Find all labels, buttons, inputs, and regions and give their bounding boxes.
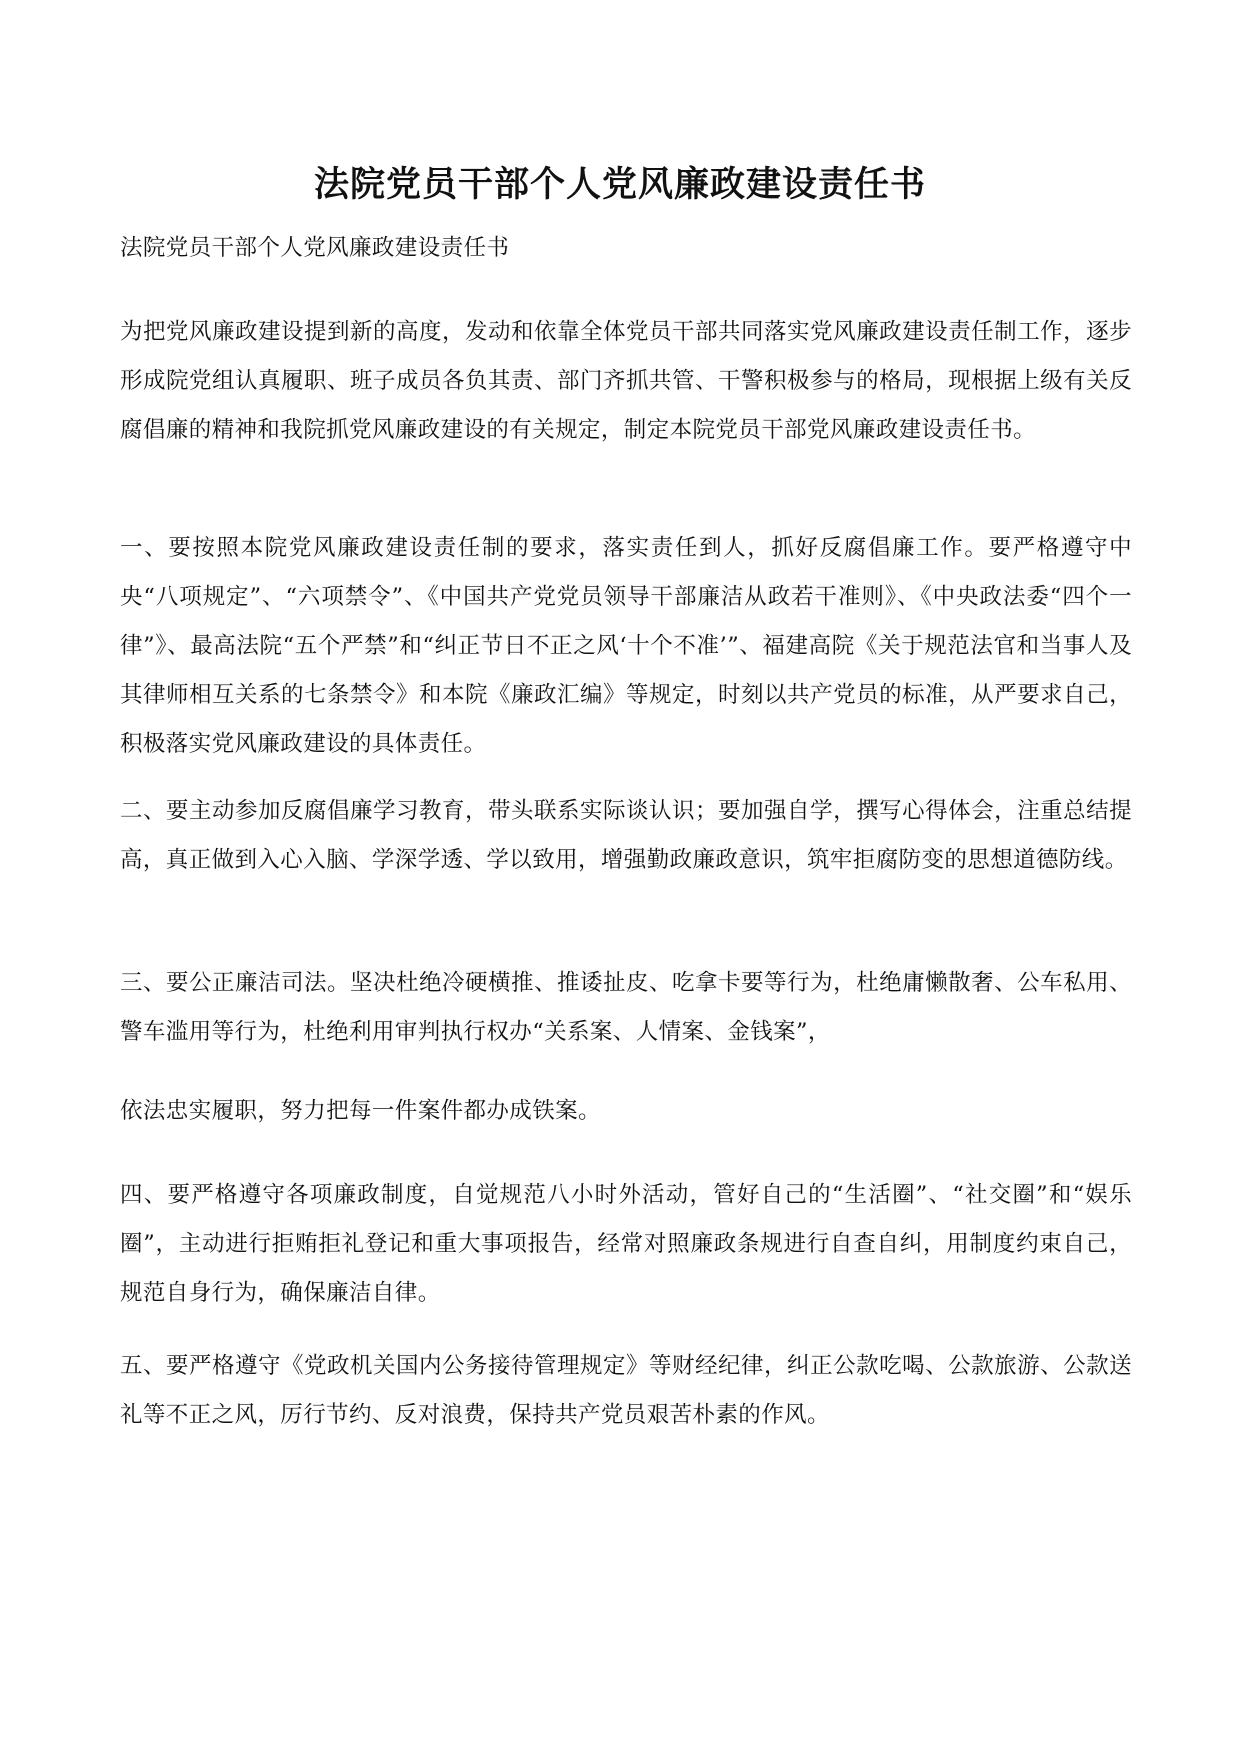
- paragraph-item-3-continued: 依法忠实履职，努力把每一件案件都办成铁案。: [120, 1098, 601, 1124]
- paragraph-intro: 为把党风廉政建设提到新的高度，发动和依靠全体党员干部共同落实党风廉政建设责任制工作，逐步形成院党组认真履职、班子成员各负其责、部门齐抓共管、干警积极参与的格局，现根据上级有关反腐倡廉的精神和我院抓党风廉政建设的有关规定，制定本院党员干部党风廉政建设责任书。: [120, 319, 1132, 443]
- paragraph-item-4: 四、要严格遵守各项廉政制度，自觉规范八小时外活动，管好自己的“生活圈”、“社交圈”和“娱乐圈”，主动进行拒贿拒礼登记和重大事项报告，经常对照廉政条规进行自查自纠，用制度约束自己，规范自身行为，确保廉洁自律。: [120, 1182, 1132, 1306]
- document-subtitle: 法院党员干部个人党风廉政建设责任书: [120, 235, 510, 261]
- paragraph-item-1: 一、要按照本院党风廉政建设责任制的要求，落实责任到人，抓好反腐倡廉工作。要严格遵守中央“八项规定”、“六项禁令”、《中国共产党党员领导干部廉洁从政若干准则》、《中央政法委“四个一律”》、最高法院“五个严禁”和“纠正节日不正之风‘十个不准’”、福建高院《关于规范法官和当事人及其律师相互关系的七条禁令》和本院《廉政汇编》等规定，时刻以共产党员的标准，从严要求自己，积极落实党风廉政建设的具体责任。: [120, 535, 1132, 757]
- document-title: 法院党员干部个人党风廉政建设责任书: [313, 164, 926, 205]
- paragraph-item-5: 五、要严格遵守《党政机关国内公务接待管理规定》等财经纪律，纠正公款吃喝、公款旅游、公款送礼等不正之风，厉行节约、反对浪费，保持共产党员艰苦朴素的作风。: [120, 1353, 1132, 1428]
- paragraph-item-2: 二、要主动参加反腐倡廉学习教育，带头联系实际谈认识；要加强自学，撰写心得体会，注重总结提高，真正做到入心入脑、学深学透、学以致用，增强勤政廉政意识，筑牢拒腐防变的思想道德防线。: [120, 798, 1132, 873]
- paragraph-item-3: 三、要公正廉洁司法。坚决杜绝冷硬横推、推诿扯皮、吃拿卡要等行为，杜绝庸懒散奢、公车私用、警车滥用等行为，杜绝利用审判执行权办“关系案、人情案、金钱案”，: [120, 970, 1132, 1045]
